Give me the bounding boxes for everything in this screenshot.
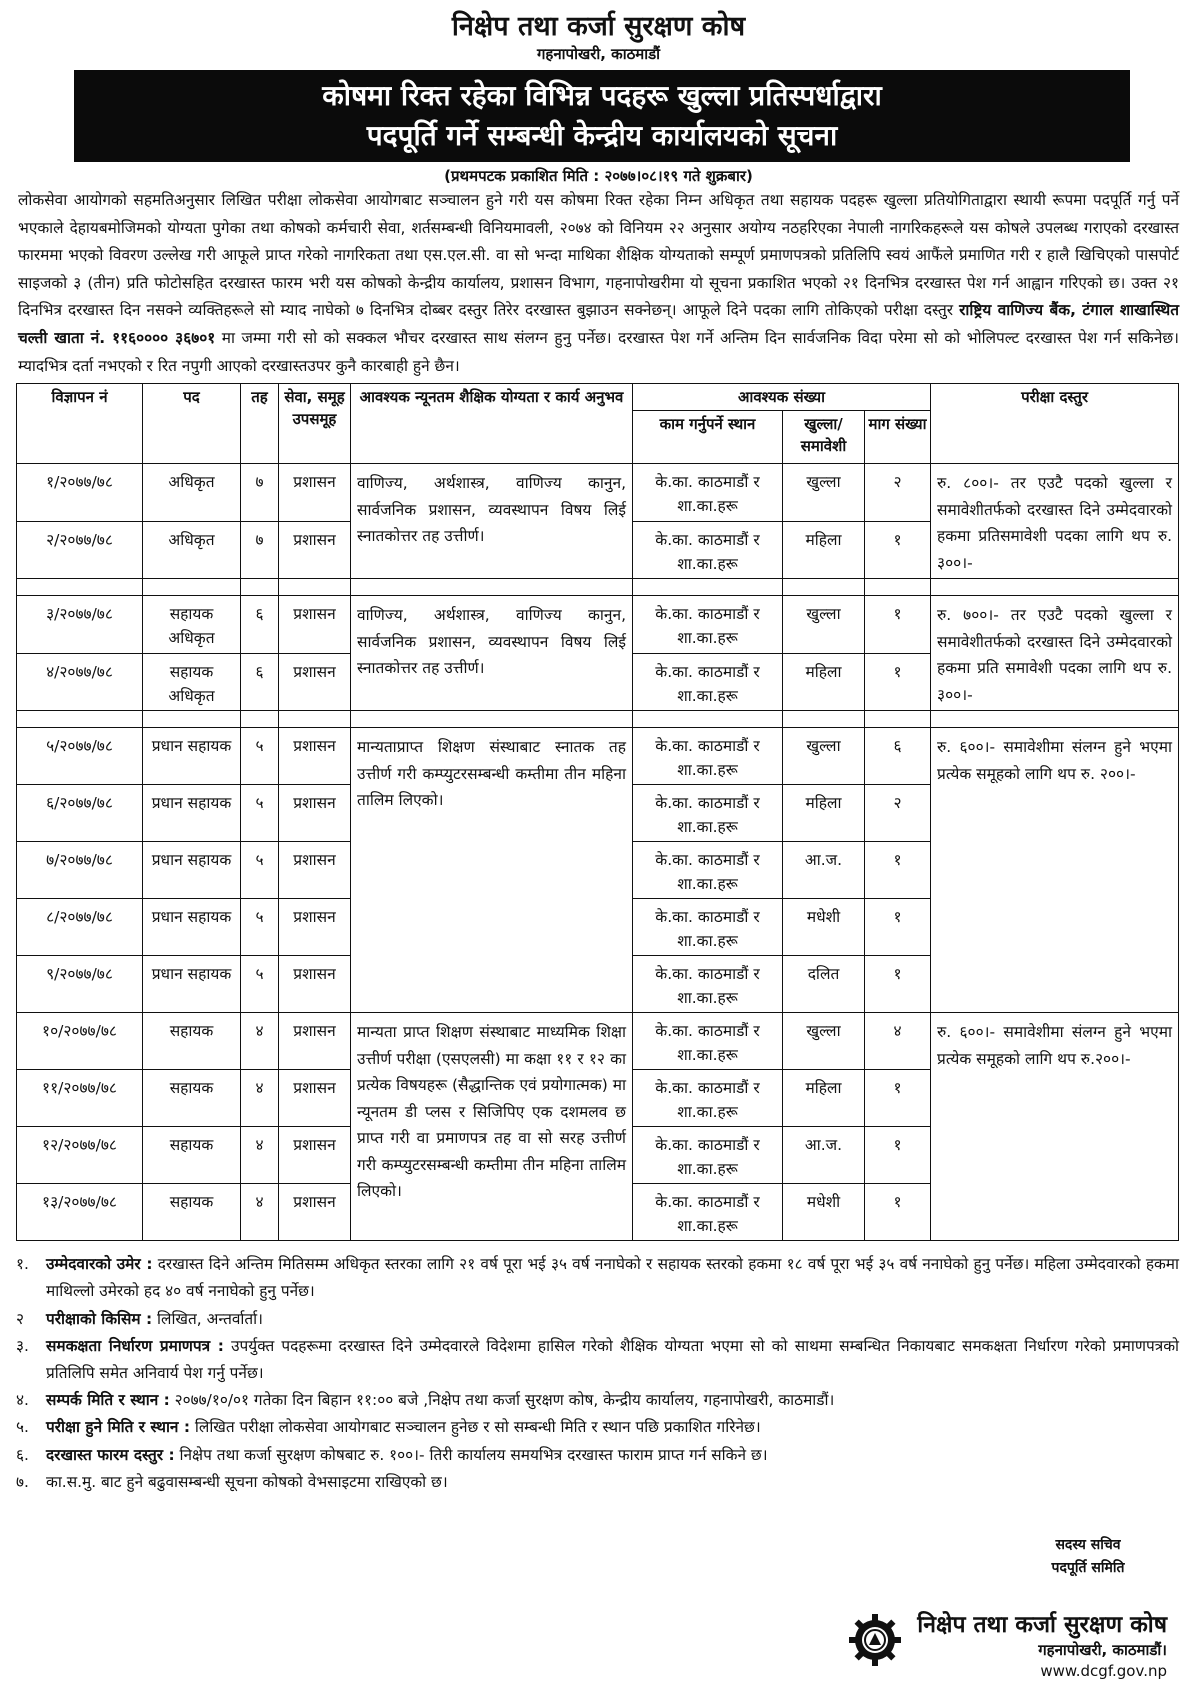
service-cell: प्रशासन bbox=[279, 842, 351, 899]
signatory-committee: पदपूर्ति समिति bbox=[1051, 1560, 1125, 1576]
service-cell: प्रशासन bbox=[279, 899, 351, 956]
post-cell: प्रधान सहायक bbox=[143, 785, 241, 842]
ad-number-cell: १/२०७७/७८ bbox=[17, 464, 143, 522]
intro-paragraph bbox=[18, 187, 1179, 380]
ad-number-cell: ९/२०७७/७८ bbox=[17, 956, 143, 1013]
category-cell: खुल्ला bbox=[783, 596, 865, 654]
header-demand: माग संख्या bbox=[865, 411, 931, 464]
header-post: पद bbox=[143, 384, 241, 464]
work-place-cell: के.का. काठमाडौं र शा.का.हरू bbox=[633, 1127, 783, 1184]
org-title: निक्षेप तथा कर्जा सुरक्षण कोष bbox=[451, 11, 746, 42]
post-cell: अधिकृत bbox=[143, 464, 241, 522]
service-cell: प्रशासन bbox=[279, 1184, 351, 1241]
level-cell: ४ bbox=[241, 1070, 279, 1127]
ad-number-cell: ७/२०७७/७८ bbox=[17, 842, 143, 899]
group-spacer-row bbox=[17, 579, 1179, 596]
ad-number-cell: १२/२०७७/७८ bbox=[17, 1127, 143, 1184]
demand-count-cell: १ bbox=[865, 899, 931, 956]
work-place-cell: के.का. काठमाडौं र शा.का.हरू bbox=[633, 1070, 783, 1127]
header-open-inclusive: खुल्ला/ समावेशी bbox=[783, 411, 865, 464]
note-item: ४. सम्पर्क मिति र स्थान : २०७७/१०/०१ गतेका दिन बिहान ११:०० बजे ,निक्षेप तथा कर्जा सुरक्षण कोष, केन्द्रीय कार्यालय, गहनापोखरी, काठमाडौं। bbox=[16, 1391, 835, 1410]
note-item: ५. परीक्षा हुने मिति र स्थान : लिखित परीक्षा लोकसेवा आयोगबाट सञ्चालन हुनेछ र सो सम्बन्धी मिति र स्थान पछि प्रकाशित गरिनेछ। bbox=[16, 1418, 761, 1437]
banner-line-2: पदपूर्ति गर्ने सम्बन्धी केन्द्रीय कार्यालयको सूचना bbox=[366, 119, 838, 152]
service-cell: प्रशासन bbox=[279, 956, 351, 1013]
note-item: २ परीक्षाको किसिम : लिखित, अन्तर्वार्ता। bbox=[16, 1309, 263, 1328]
work-place-cell: के.का. काठमाडौं र शा.का.हरू bbox=[633, 956, 783, 1013]
level-cell: ४ bbox=[241, 1127, 279, 1184]
demand-count-cell: १ bbox=[865, 1070, 931, 1127]
category-cell: महिला bbox=[783, 785, 865, 842]
publication-date: (प्रथमपटक प्रकाशित मिति : २०७७।०८।१९ गते शुक्रबार) bbox=[444, 167, 753, 185]
post-cell: प्रधान सहायक bbox=[143, 956, 241, 1013]
exam-fee-cell: रु. ६००।- समावेशीमा संलग्न हुने भएमा प्रत्येक समूहको लागि थप रु. २००।- bbox=[931, 728, 1179, 1013]
header-work-place: काम गर्नुपर्ने स्थान bbox=[633, 411, 783, 464]
signatory-title: सदस्य सचिव bbox=[1055, 1537, 1121, 1553]
ad-number-cell: ६/२०७७/७८ bbox=[17, 785, 143, 842]
exam-fee-cell: रु. ६००।- समावेशीमा संलग्न हुने भएमा प्रत्येक समूहको लागि थप रु.२००।- bbox=[931, 1013, 1179, 1241]
category-cell: आ.ज. bbox=[783, 1127, 865, 1184]
demand-count-cell: २ bbox=[865, 464, 931, 522]
level-cell: ५ bbox=[241, 956, 279, 1013]
service-cell: प्रशासन bbox=[279, 596, 351, 654]
category-cell: मधेशी bbox=[783, 899, 865, 956]
ad-number-cell: ११/२०७७/७८ bbox=[17, 1070, 143, 1127]
level-cell: ७ bbox=[241, 521, 279, 579]
category-cell: महिला bbox=[783, 521, 865, 579]
post-cell: सहायक bbox=[143, 1127, 241, 1184]
level-cell: ५ bbox=[241, 842, 279, 899]
website-link[interactable]: www.dcgf.gov.np bbox=[1040, 1662, 1167, 1680]
demand-count-cell: ४ bbox=[865, 1013, 931, 1070]
category-cell: दलित bbox=[783, 956, 865, 1013]
ad-number-cell: ४/२०७७/७८ bbox=[17, 653, 143, 711]
service-cell: प्रशासन bbox=[279, 785, 351, 842]
post-cell: प्रधान सहायक bbox=[143, 899, 241, 956]
demand-count-cell: १ bbox=[865, 1184, 931, 1241]
category-cell: खुल्ला bbox=[783, 728, 865, 785]
category-cell: महिला bbox=[783, 1070, 865, 1127]
demand-count-cell: १ bbox=[865, 596, 931, 654]
ad-number-cell: ५/२०७७/७८ bbox=[17, 728, 143, 785]
ad-number-cell: १०/२०७७/७८ bbox=[17, 1013, 143, 1070]
footer-address: गहनापोखरी, काठमाडौं। bbox=[1038, 1641, 1167, 1659]
notes-list bbox=[16, 1251, 1179, 1496]
work-place-cell: के.का. काठमाडौं र शा.का.हरू bbox=[633, 653, 783, 711]
service-cell: प्रशासन bbox=[279, 653, 351, 711]
qualification-cell: मान्यता प्राप्त शिक्षण संस्थाबाट माध्यमिक शिक्षा उत्तीर्ण परीक्षा (एसएलसी) मा कक्षा ११ र १२ का प्रत्येक विषयहरू (सैद्धान्तिक एवं प्रयोगात्मक) मा न्यूनतम डी प्लस र सिजिपिए एक दशमलव छ प्राप्त गरी वा प्रमाणपत्र तह वा सो सरह उत्तीर्ण गरी कम्प्युटरसम्बन्धी कम्तीमा तीन महिना तालिम लिएको। bbox=[351, 1013, 633, 1241]
category-cell: महिला bbox=[783, 653, 865, 711]
header-exam-fee: परीक्षा दस्तुर bbox=[931, 384, 1179, 464]
demand-count-cell: १ bbox=[865, 956, 931, 1013]
work-place-cell: के.का. काठमाडौं र शा.का.हरू bbox=[633, 1013, 783, 1070]
group-spacer-row bbox=[17, 711, 1179, 728]
intro-part-2: मा जम्मा गरी सो को सक्कल भौचर दरखास्त साथ संलग्न हुनु पर्नेछ। दरखास्त पेश गर्ने अन्तिम दिन सार्वजनिक विदा परेमा सो को भोलिपल्ट दरखास्त पेश गर्न सकिनेछ। म्यादभित्र दर्ता नभएको र रित नपुगी आएको दरखास्तउपर कुनै कारबाही हुने छैन। bbox=[18, 328, 1179, 375]
ad-number-cell: १३/२०७७/७८ bbox=[17, 1184, 143, 1241]
header-level: तह bbox=[241, 384, 279, 464]
work-place-cell: के.का. काठमाडौं र शा.का.हरू bbox=[633, 899, 783, 956]
notice-banner bbox=[74, 70, 1130, 162]
table-row bbox=[17, 596, 1179, 654]
qualification-cell: वाणिज्य, अर्थशास्त्र, वाणिज्य कानुन, सार्वजनिक प्रशासन, व्यवस्थापन विषय लिई स्नातकोत्तर तह उत्तीर्ण। bbox=[351, 464, 633, 579]
vacancy-table bbox=[16, 383, 1179, 1241]
post-cell: अधिकृत bbox=[143, 521, 241, 579]
post-cell: सहायक bbox=[143, 1184, 241, 1241]
note-item: ३. समकक्षता निर्धारण प्रमाणपत्र : उपर्युक्त पदहरूमा दरखास्त दिने उम्मेदवारले विदेशमा हासिल गरेको शैक्षिक योग्यता भएमा सो को साथमा सम्बन्धित निकायबाट समकक्षता निर्धारण गरेको प्रमाणपत्रको प्रतिलिपि समेत अनिवार्य पेश गर्नु पर्नेछ। bbox=[16, 1336, 1179, 1382]
banner-line-1: कोषमा रिक्त रहेका विभिन्न पदहरू खुल्ला प्रतिस्पर्धाद्वारा bbox=[322, 79, 882, 112]
level-cell: ६ bbox=[241, 653, 279, 711]
level-cell: ६ bbox=[241, 596, 279, 654]
demand-count-cell: २ bbox=[865, 785, 931, 842]
work-place-cell: के.का. काठमाडौं र शा.का.हरू bbox=[633, 1184, 783, 1241]
service-cell: प्रशासन bbox=[279, 1070, 351, 1127]
service-cell: प्रशासन bbox=[279, 1013, 351, 1070]
demand-count-cell: ६ bbox=[865, 728, 931, 785]
post-cell: प्रधान सहायक bbox=[143, 842, 241, 899]
work-place-cell: के.का. काठमाडौं र शा.का.हरू bbox=[633, 842, 783, 899]
qualification-cell: वाणिज्य, अर्थशास्त्र, वाणिज्य कानुन, सार्वजनिक प्रशासन, व्यवस्थापन विषय लिई स्नातकोत्तर तह उत्तीर्ण। bbox=[351, 596, 633, 711]
ad-number-cell: २/२०७७/७८ bbox=[17, 521, 143, 579]
signature-block bbox=[863, 1533, 1163, 1579]
note-item: १. उम्मेदवारको उमेर : दरखास्त दिने अन्तिम मितिसम्म अधिकृत स्तरका लागि २१ वर्ष पूरा भई ३५ वर्ष ननाघेको र सहायक स्तरको हकमा १८ वर्ष पूरा भई ३५ वर्ष ननाघेको हुनु पर्नेछ। महिला उम्मेदवारको हकमा माथिल्लो उमेरको हद ४० वर्ष ननाघेको हुनु पर्नेछ। bbox=[16, 1255, 1179, 1301]
post-cell: प्रधान सहायक bbox=[143, 728, 241, 785]
ad-number-cell: ३/२०७७/७८ bbox=[17, 596, 143, 654]
level-cell: ५ bbox=[241, 785, 279, 842]
vacancy-table-body bbox=[17, 464, 1179, 1241]
level-cell: ५ bbox=[241, 899, 279, 956]
work-place-cell: के.का. काठमाडौं र शा.का.हरू bbox=[633, 596, 783, 654]
table-row bbox=[17, 464, 1179, 522]
header-required-number: आवश्यक संख्या bbox=[633, 384, 931, 411]
demand-count-cell: १ bbox=[865, 1127, 931, 1184]
ad-number-cell: ८/२०७७/७८ bbox=[17, 899, 143, 956]
work-place-cell: के.का. काठमाडौं र शा.का.हरू bbox=[633, 785, 783, 842]
post-cell: सहायक अधिकृत bbox=[143, 596, 241, 654]
gear-seal-icon bbox=[847, 1612, 903, 1668]
exam-fee-cell: रु. ७००।- तर एउटै पदको खुल्ला र समावेशीतर्फको दरखास्त दिने उम्मेदवारको हकमा प्रति समावेशी पदका लागि थप रु. ३००।- bbox=[931, 596, 1179, 711]
category-cell: खुल्ला bbox=[783, 1013, 865, 1070]
bank-account: राष्ट्रिय वाणिज्य बैंक, टंगाल शाखास्थित चल्ती खाता नं. ११६०००० ३६७०१ bbox=[18, 301, 1179, 347]
qualification-cell: मान्यताप्राप्त शिक्षण संस्थाबाट स्नातक तह उत्तीर्ण गरी कम्प्युटरसम्बन्धी कम्तीमा तीन महिना तालिम लिएको। bbox=[351, 728, 633, 1013]
service-cell: प्रशासन bbox=[279, 521, 351, 579]
table-row bbox=[17, 1013, 1179, 1070]
demand-count-cell: १ bbox=[865, 842, 931, 899]
level-cell: ४ bbox=[241, 1013, 279, 1070]
intro-part-1: लोकसेवा आयोगको सहमतिअनुसार लिखित परीक्षा लोकसेवा आयोगबाट सञ्चालन हुने गरी यस कोषमा रिक्त रहेका निम्न अधिकृत तथा सहायक पदहरू खुल्ला प्रतियोगिताद्वारा स्थायी रूपमा पदपूर्ति गर्नु पर्ने भएकाले देहायबमोजिमको योग्यता पुगेका तथा कोषको कर्मचारी सेवा, शर्तसम्बन्धी विनियमावली, २०७४ को विनियम २२ अनुसार अयोग्य नठहरिएका नेपाली नागरिकहरूले यस कोषले उपलब्ध गराएको दरखास्त फारममा भएको विवरण उल्लेख गरी आफूले प्राप्त गरेको नागरिकता तथा एस.एल.सी. वा सो भन्दा माथिका शैक्षिक योग्यताको सम्पूर्ण प्रमाणपत्रको प्रतिलिपि स्वयं आफैंले प्रमाणित गरी र हालै खिचिएको पासपोर्ट साइजको ३ (तीन) प्रति फोटोसहित दरखास्त फारम भरी यस कोषको केन्द्रीय कार्यालय, प्रशासन विभाग, गहनापोखरीमा यो सूचना प्रकाशित भएको २१ दिनभित्र दरखास्त पेश गर्न आह्वान गरिएको छ। उक्त २१ दिनभित्र दरखास्त दिन नसक्ने व्यक्तिहरूले सो म्याद नाघेको ७ दिनभित्र दोब्बर दस्तुर तिरेर दरखास्त बुझाउन सक्नेछन्। आफूले दिने पदका लागि तोकिएको परीक्षा दस्तुर bbox=[18, 191, 1179, 320]
footer bbox=[847, 1610, 1167, 1682]
demand-count-cell: १ bbox=[865, 653, 931, 711]
level-cell: ४ bbox=[241, 1184, 279, 1241]
post-cell: सहायक अधिकृत bbox=[143, 653, 241, 711]
post-cell: सहायक bbox=[143, 1013, 241, 1070]
category-cell: खुल्ला bbox=[783, 464, 865, 522]
org-address: गहनापोखरी, काठमाडौं bbox=[536, 45, 661, 63]
note-item: ६. दरखास्त फारम दस्तुर : निक्षेप तथा कर्जा सुरक्षण कोषबाट रु. १००।- तिरी कार्यालय समयभित्र दरखास्त फाराम प्राप्त गर्न सकिने छ। bbox=[16, 1445, 768, 1464]
work-place-cell: के.का. काठमाडौं र शा.का.हरू bbox=[633, 521, 783, 579]
header-ad-no: विज्ञापन नं bbox=[17, 384, 143, 464]
note-item: ७. का.स.मु. बाट हुने बढुवासम्बन्धी सूचना कोषको वेभसाइटमा राखिएको छ। bbox=[16, 1472, 448, 1491]
work-place-cell: के.का. काठमाडौं र शा.का.हरू bbox=[633, 464, 783, 522]
footer-org-name: निक्षेप तथा कर्जा सुरक्षण कोष bbox=[917, 1612, 1167, 1638]
level-cell: ७ bbox=[241, 464, 279, 522]
service-cell: प्रशासन bbox=[279, 1127, 351, 1184]
service-cell: प्रशासन bbox=[279, 464, 351, 522]
service-cell: प्रशासन bbox=[279, 728, 351, 785]
level-cell: ५ bbox=[241, 728, 279, 785]
category-cell: आ.ज. bbox=[783, 842, 865, 899]
category-cell: मधेशी bbox=[783, 1184, 865, 1241]
work-place-cell: के.का. काठमाडौं र शा.का.हरू bbox=[633, 728, 783, 785]
header-qualification: आवश्यक न्यूनतम शैक्षिक योग्यता र कार्य अनुभव bbox=[351, 384, 633, 464]
table-row bbox=[17, 728, 1179, 785]
exam-fee-cell: रु. ८००।- तर एउटै पदको खुल्ला र समावेशीतर्फको दरखास्त दिने उम्मेदवारको हकमा प्रतिसमावेशी पदका लागि थप रु. ३००।- bbox=[931, 464, 1179, 579]
post-cell: सहायक bbox=[143, 1070, 241, 1127]
demand-count-cell: १ bbox=[865, 521, 931, 579]
header-service: सेवा, समूह उपसमूह bbox=[279, 384, 351, 464]
